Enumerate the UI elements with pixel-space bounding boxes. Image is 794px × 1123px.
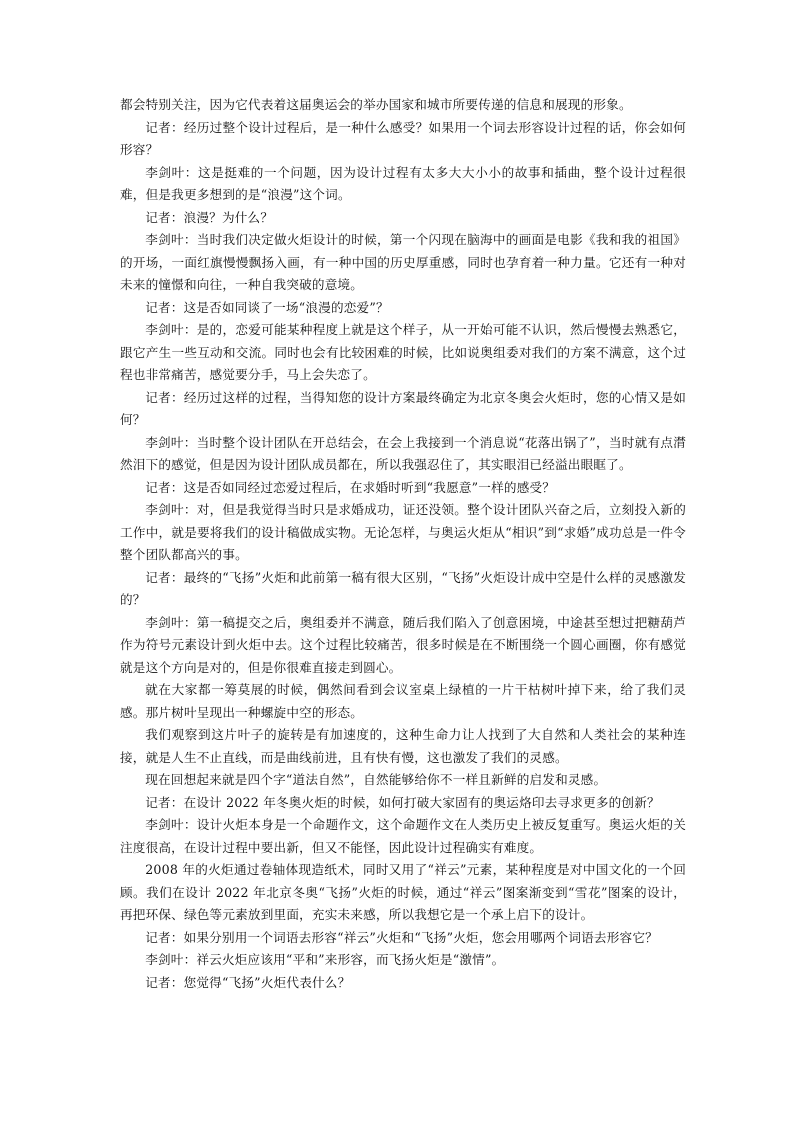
article-paragraph: 2008 年的火炬通过卷轴体现造纸术，同时又用了“祥云”元素，某种程度是对中国文化的一个回顾。我们在设计 2022 年北京冬奥“飞扬”火炬的时候，通过“祥云”图案渐变到“雪花”图案的设计，再把环保、绿色等元素放到里面，充实未来感，所以我想它是一个承上启下的设计。 <box>120 862 686 922</box>
article-paragraph: 记者：经历过这样的过程，当得知您的设计方案最终确定为北京冬奥会火炬时，您的心情又是如何？ <box>120 389 686 427</box>
article-paragraph: 记者：经历过整个设计过程后，是一种什么感受？如果用一个词去形容设计过程的话，你会如何形容？ <box>120 119 686 157</box>
article-paragraph: 记者：如果分别用一个词语去形容“祥云”火炬和“飞扬”火炬，您会用哪两个词语去形容它？ <box>145 929 658 945</box>
article-paragraph: 李剑叶：祥云火炬应该用“平和”来形容，而飞扬火炬是“激情”。 <box>145 952 505 967</box>
article-paragraph: 记者：在设计 2022 年冬奥火炬的时候，如何打破大家固有的奥运烙印去寻求更多的创新？ <box>145 794 660 810</box>
article-paragraph: 李剑叶：当时整个设计团队在开总结会，在会上我接到一个消息说“花落出锅了”，当时就有点潸然泪下的感觉，但是因为设计团队成员都在，所以我强忍住了，其实眼泪已经溢出眼眶了。 <box>120 434 686 472</box>
article-paragraph: 现在回想起来就是四个字“道法自然”，自然能够给你不一样且新鲜的启发和灵感。 <box>145 772 607 787</box>
article-paragraph: 李剑叶：这是挺难的一个问题，因为设计过程有太多大大小小的故事和插曲，整个设计过程很难，但是我更多想到的是“浪漫”这个词。 <box>120 164 686 202</box>
article-paragraph: 就在大家都一筹莫展的时候，偶然间看到会议室桌上绿植的一片干枯树叶掉下来，给了我们灵感。那片树叶呈现出一种螺旋中空的形态。 <box>120 682 686 720</box>
article-paragraph: 记者：浪漫？为什么？ <box>145 209 274 225</box>
article-paragraph: 记者：这是否如同谈了一场“浪漫的恋爱”？ <box>145 299 389 315</box>
article-paragraph: 记者：您觉得“飞扬”火炬代表什么？ <box>145 974 351 990</box>
article-paragraph: 李剑叶：对，但是我觉得当时只是求婚成功，证还没领。整个设计团队兴奋之后，立刻投入新的工作中，就是要将我们的设计稿做成实物。无论怎样，与奥运火炬从“相识”到“求婚”成功总是一件令整个团队都高兴的事。 <box>120 502 686 562</box>
article-paragraph: 李剑叶：当时我们决定做火炬设计的时候，第一个闪现在脑海中的画面是电影《我和我的祖国》的开场，一面红旗慢慢飘扬入画，有一种中国的历史厚重感，同时也孕育着一种力量。它还有一种对未来的憧憬和向往，一种自我突破的意境。 <box>120 232 686 292</box>
article-paragraph: 李剑叶：设计火炬本身是一个命题作文，这个命题作文在人类历史上被反复重写。奥运火炬的关注度很高，在设计过程中要出新，但又不能怪，因此设计过程确实有难度。 <box>120 817 686 855</box>
article-paragraph: 我们观察到这片叶子的旋转是有加速度的，这种生命力让人找到了大自然和人类社会的某种连接，就是人生不止直线，而是曲线前进，且有快有慢，这也激发了我们的灵感。 <box>120 727 686 765</box>
article-paragraph: 记者：这是否如同经过恋爱过程后，在求婚时听到“我愿意”一样的感受？ <box>145 479 556 495</box>
interview-article <box>120 94 686 994</box>
article-paragraph: 都会特别关注，因为它代表着这届奥运会的举办国家和城市所要传递的信息和展现的形象。 <box>120 97 632 112</box>
article-paragraph: 记者：最终的“飞扬”火炬和此前第一稿有很大区别，“飞扬”火炬设计成中空是什么样的灵感激发的？ <box>120 569 686 607</box>
article-paragraph: 李剑叶：第一稿提交之后，奥组委并不满意，随后我们陷入了创意困境，中途甚至想过把糖葫芦作为符号元素设计到火炬中去。这个过程比较痛苦，很多时候是在不断围绕一个圆心画圈，你有感觉就是这个方向是对的，但是你很难直接走到圆心。 <box>120 614 686 675</box>
article-paragraph: 李剑叶：是的，恋爱可能某种程度上就是这个样子，从一开始可能不认识，然后慢慢去熟悉它，跟它产生一些互动和交流。同时也会有比较困难的时候，比如说奥组委对我们的方案不满意，这个过程也非常痛苦，感觉要分手，马上会失恋了。 <box>120 322 686 382</box>
